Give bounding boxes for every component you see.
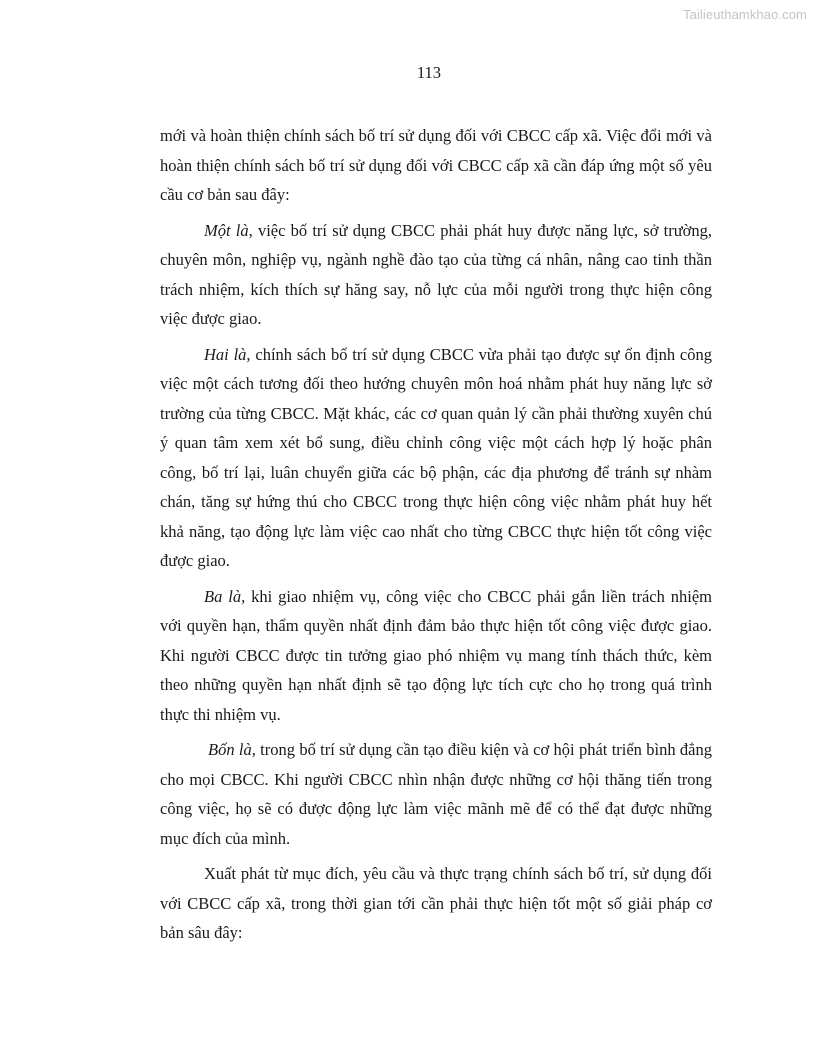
closing-paragraph: Xuất phát từ mục đích, yêu cầu và thực trạng chính sách bố trí, sử dụng đối với CBCC cấp xã, trong thời gian tới cần phải thực hiện tốt một số giải pháp cơ bản sâu đây: xyxy=(160,864,712,942)
paragraph-ba-la xyxy=(160,582,712,730)
paragraph-text: khi giao nhiệm vụ, công việc cho CBCC phải gắn liền trách nhiệm với quyền hạn, thẩm quyền nhất định đảm bảo thực hiện tốt công việc được giao. Khi người CBCC được tin tưởng giao phó nhiệm vụ mang tính thách thức, kèm theo những quyền hạn nhất định sẽ tạo động lực tích cực cho họ trong quá trình thực thi nhiệm vụ. xyxy=(160,586,712,724)
paragraph-lead: Ba là, xyxy=(204,586,246,606)
paragraph-lead: Hai là, xyxy=(204,344,251,364)
paragraph-mot-la xyxy=(160,216,712,334)
paragraph-hai-la xyxy=(160,340,712,576)
paragraph-text: trong bố trí sử dụng cần tạo điều kiện và cơ hội phát triển bình đẳng cho mọi CBCC. Khi người CBCC nhìn nhận được những cơ hội thăng tiến trong công việc, họ sẽ có được động lực làm việc mãnh mẽ để có thể đạt được những mục đích của mình. xyxy=(160,740,712,848)
paragraph-text: chính sách bố trí sử dụng CBCC vừa phải tạo được sự ổn định công việc một cách tương đối theo hướng chuyên môn hoá nhằm phát huy năng lực sở trường của từng CBCC. Mặt khác, các cơ quan quản lý cần phải thường xuyên chú ý quan tâm xem xét bổ sung, điều chỉnh công việc một cách hợp lý hoặc phân công, bố trí lại, luân chuyển giữa các bộ phận, các địa phương để tránh sự nhàm chán, tăng sự hứng thú cho CBCC trong thực hiện công việc nhằm phát huy hết khả năng, tạo động lực làm việc cao nhất cho từng CBCC thực hiện tốt công việc được giao. xyxy=(160,344,713,570)
document-body xyxy=(160,121,712,954)
paragraph-lead: Một là, xyxy=(204,220,253,240)
watermark-text: Tailieuthamkhao.com xyxy=(682,7,807,22)
intro-paragraph: mới và hoàn thiện chính sách bố trí sử dụng đối với CBCC cấp xã. Việc đổi mới và hoàn thiện chính sách bố trí sử dụng đối với CBCC cấp xã cần đáp ứng một số yêu cầu cơ bản sau đây: xyxy=(160,126,712,204)
page-number: 113 xyxy=(416,63,442,82)
paragraph-text: việc bố trí sử dụng CBCC phải phát huy được năng lực, sở trường, chuyên môn, nghiệp vụ, ngành nghề đào tạo của từng cá nhân, nâng cao tinh thần trách nhiệm, kích thích sự hăng say, nỗ lực của mỗi người trong thực hiện công việc được giao. xyxy=(160,220,712,328)
paragraph-lead: Bốn là, xyxy=(208,740,256,759)
paragraph-bon-la xyxy=(160,735,712,853)
